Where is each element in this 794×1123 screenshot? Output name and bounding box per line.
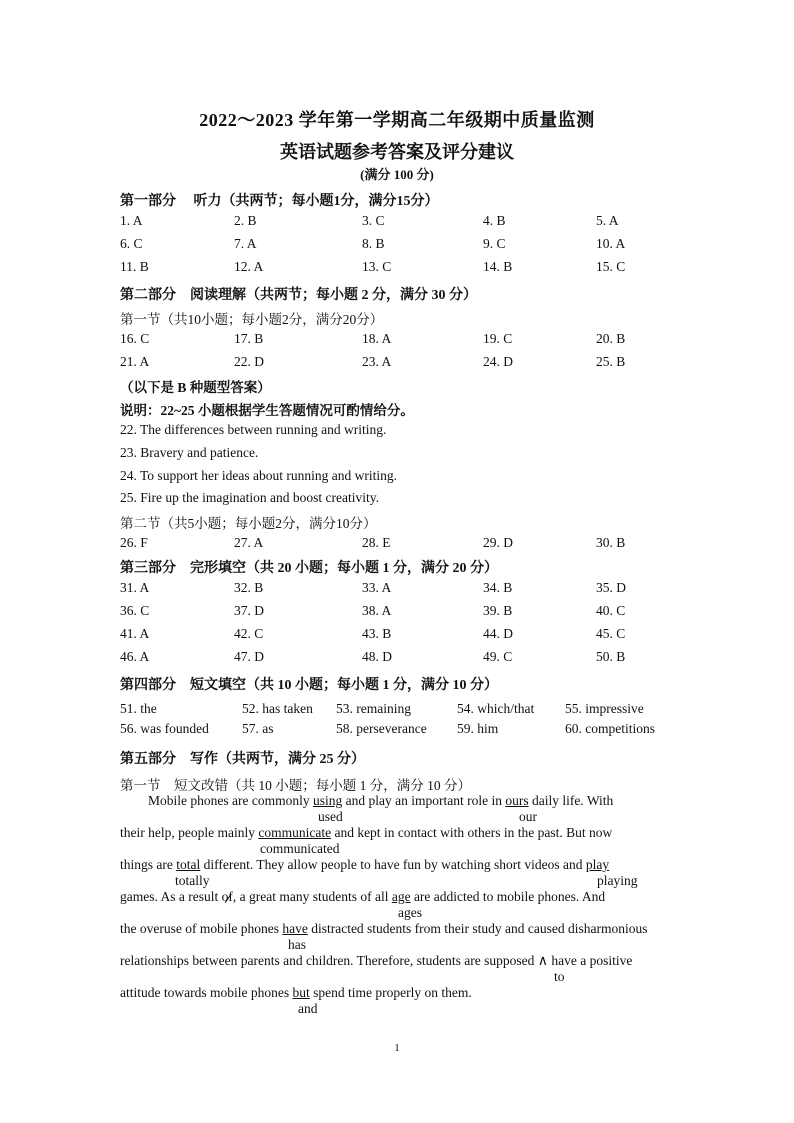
answer-item: 26. F [120, 535, 148, 550]
deleted-word: of [221, 889, 233, 904]
sentence-answer: 25. Fire up the imagination and boost creativity. [120, 490, 379, 505]
correction: ages [398, 905, 422, 920]
scoring-note: 说明：22~25 小题根据学生答题情况可酌情给分。 [120, 403, 414, 418]
answer-item: 41. A [120, 626, 150, 641]
answer-item: 57. as [242, 721, 274, 736]
error-word: age [391, 889, 411, 904]
passage-line-5: the overuse of mobile phones have distracted students from their study and caused disharmonious [120, 921, 648, 936]
answer-item: 8. B [362, 236, 385, 251]
answer-item: 52. has taken [242, 701, 313, 716]
correction: communicated [260, 841, 340, 856]
answer-item: 58. perseverance [336, 721, 427, 736]
sentence-answer: 22. The differences between running and writing. [120, 422, 387, 437]
part5-heading: 第五部分 写作（共两节，满分 25 分） [120, 752, 365, 767]
passage-line-4: games. As a result of, a great many students of all age are addicted to mobile phones. And [120, 889, 606, 904]
answer-item: 54. which/that [457, 701, 535, 716]
correction: has [288, 937, 306, 952]
answer-item: 53. remaining [336, 701, 411, 716]
answer-item: 31. A [120, 580, 150, 595]
answer-item: 23. A [362, 354, 392, 369]
passage-line-2: their help, people mainly communicate and kept in contact with others in the past. But now [120, 825, 613, 840]
answer-item: 21. A [120, 354, 150, 369]
passage-line-6: relationships between parents and children. Therefore, students are supposed ∧ have a positive [120, 953, 633, 969]
answer-item: 29. D [483, 535, 513, 550]
part2-section1-heading: 第一节（共10小题；每小题2分，满分20分） [120, 312, 384, 327]
full-score: (满分 100 分) [360, 167, 434, 182]
error-word: have [282, 921, 308, 936]
title-line-2: 英语试题参考答案及评分建议 [280, 142, 514, 162]
answer-item: 55. impressive [565, 701, 644, 716]
answer-item: 19. C [483, 331, 513, 346]
answer-item: 37. D [234, 603, 264, 618]
answer-item: 44. D [483, 626, 513, 641]
title-line-1: 2022～2023 学年第一学期高二年级期中质量监测 [199, 110, 595, 130]
part2-heading: 第二部分 阅读理解（共两节；每小题 2 分，满分 30 分） [120, 288, 477, 303]
passage-line-3: things are total different. They allow people to have fun by watching short videos and play [120, 857, 610, 872]
error-word: ours [505, 793, 529, 808]
answer-item: 5. A [596, 213, 619, 228]
answer-item: 3. C [362, 213, 385, 228]
b-type-heading: （以下是 B 种题型答案） [120, 380, 271, 395]
correction: playing [597, 873, 638, 888]
answer-item: 60. competitions [565, 721, 655, 736]
answer-item: 17. B [234, 331, 264, 346]
answer-item: 50. B [596, 649, 626, 664]
answer-item: 9. C [483, 236, 506, 251]
error-word: play [585, 857, 610, 872]
correction: our [519, 809, 537, 824]
answer-item: 38. A [362, 603, 392, 618]
answer-item: 24. D [483, 354, 513, 369]
answer-item: 59. him [457, 721, 499, 736]
answer-item: 42. C [234, 626, 264, 641]
answer-item: 43. B [362, 626, 392, 641]
correction: to [554, 969, 565, 984]
answer-item: 40. C [596, 603, 626, 618]
answer-item: 22. D [234, 354, 264, 369]
answer-item: 20. B [596, 331, 626, 346]
answer-item: 4. B [483, 213, 506, 228]
insert-caret-icon: ∧ [537, 954, 548, 969]
answer-item: 27. A [234, 535, 264, 550]
answer-item: 32. B [234, 580, 264, 595]
answer-item: 14. B [483, 259, 513, 274]
page-number: 1 [394, 1042, 400, 1054]
answer-item: 47. D [234, 649, 264, 664]
answer-item: 33. A [362, 580, 392, 595]
error-word: total [176, 857, 201, 872]
answer-item: 36. C [120, 603, 150, 618]
part1-heading: 第一部分 听力（共两节；每小题1分，满分15分） [120, 194, 439, 209]
part2-section2-heading: 第二节（共5小题；每小题2分，满分10分） [120, 516, 377, 531]
answer-item: 49. C [483, 649, 513, 664]
answer-item: 13. C [362, 259, 392, 274]
passage-line-1: Mobile phones are commonly using and play an important role in ours daily life. With [148, 793, 614, 808]
correction: totally [175, 873, 210, 888]
part5-section1-heading: 第一节 短文改错（共 10 小题；每小题 1 分，满分 10 分） [120, 778, 471, 793]
error-word: communicate [258, 825, 332, 840]
error-word: but [292, 985, 310, 1000]
answer-item: 30. B [596, 535, 626, 550]
answer-item: 46. A [120, 649, 150, 664]
answer-item: 25. B [596, 354, 626, 369]
answer-item: 34. B [483, 580, 513, 595]
answer-item: 2. B [234, 213, 257, 228]
correction: used [318, 809, 343, 824]
sentence-answer: 24. To support her ideas about running and writing. [120, 468, 398, 483]
answer-item: 15. C [596, 259, 626, 274]
answer-item: 12. A [234, 259, 264, 274]
answer-item: 10. A [596, 236, 626, 251]
answer-item: 16. C [120, 331, 150, 346]
answer-item: 11. B [120, 259, 149, 274]
error-word: using [312, 793, 343, 808]
answer-item: 45. C [596, 626, 626, 641]
answer-item: 18. A [362, 331, 392, 346]
answer-item: 28. E [362, 535, 391, 550]
answer-item: 7. A [234, 236, 257, 251]
sentence-answer: 23. Bravery and patience. [120, 445, 259, 460]
passage-line-7: attitude towards mobile phones but spend time properly on them. [120, 985, 472, 1000]
answer-item: 1. A [120, 213, 143, 228]
answer-item: 56. was founded [120, 721, 209, 736]
correction: and [298, 1001, 318, 1016]
answer-item: 39. B [483, 603, 513, 618]
answer-item: 6. C [120, 236, 143, 251]
part3-heading: 第三部分 完形填空（共 20 小题；每小题 1 分，满分 20 分） [120, 561, 498, 576]
answer-item: 51. the [120, 701, 157, 716]
answer-item: 35. D [596, 580, 626, 595]
answer-item: 48. D [362, 649, 392, 664]
part4-heading: 第四部分 短文填空（共 10 小题；每小题 1 分，满分 10 分） [120, 678, 498, 693]
